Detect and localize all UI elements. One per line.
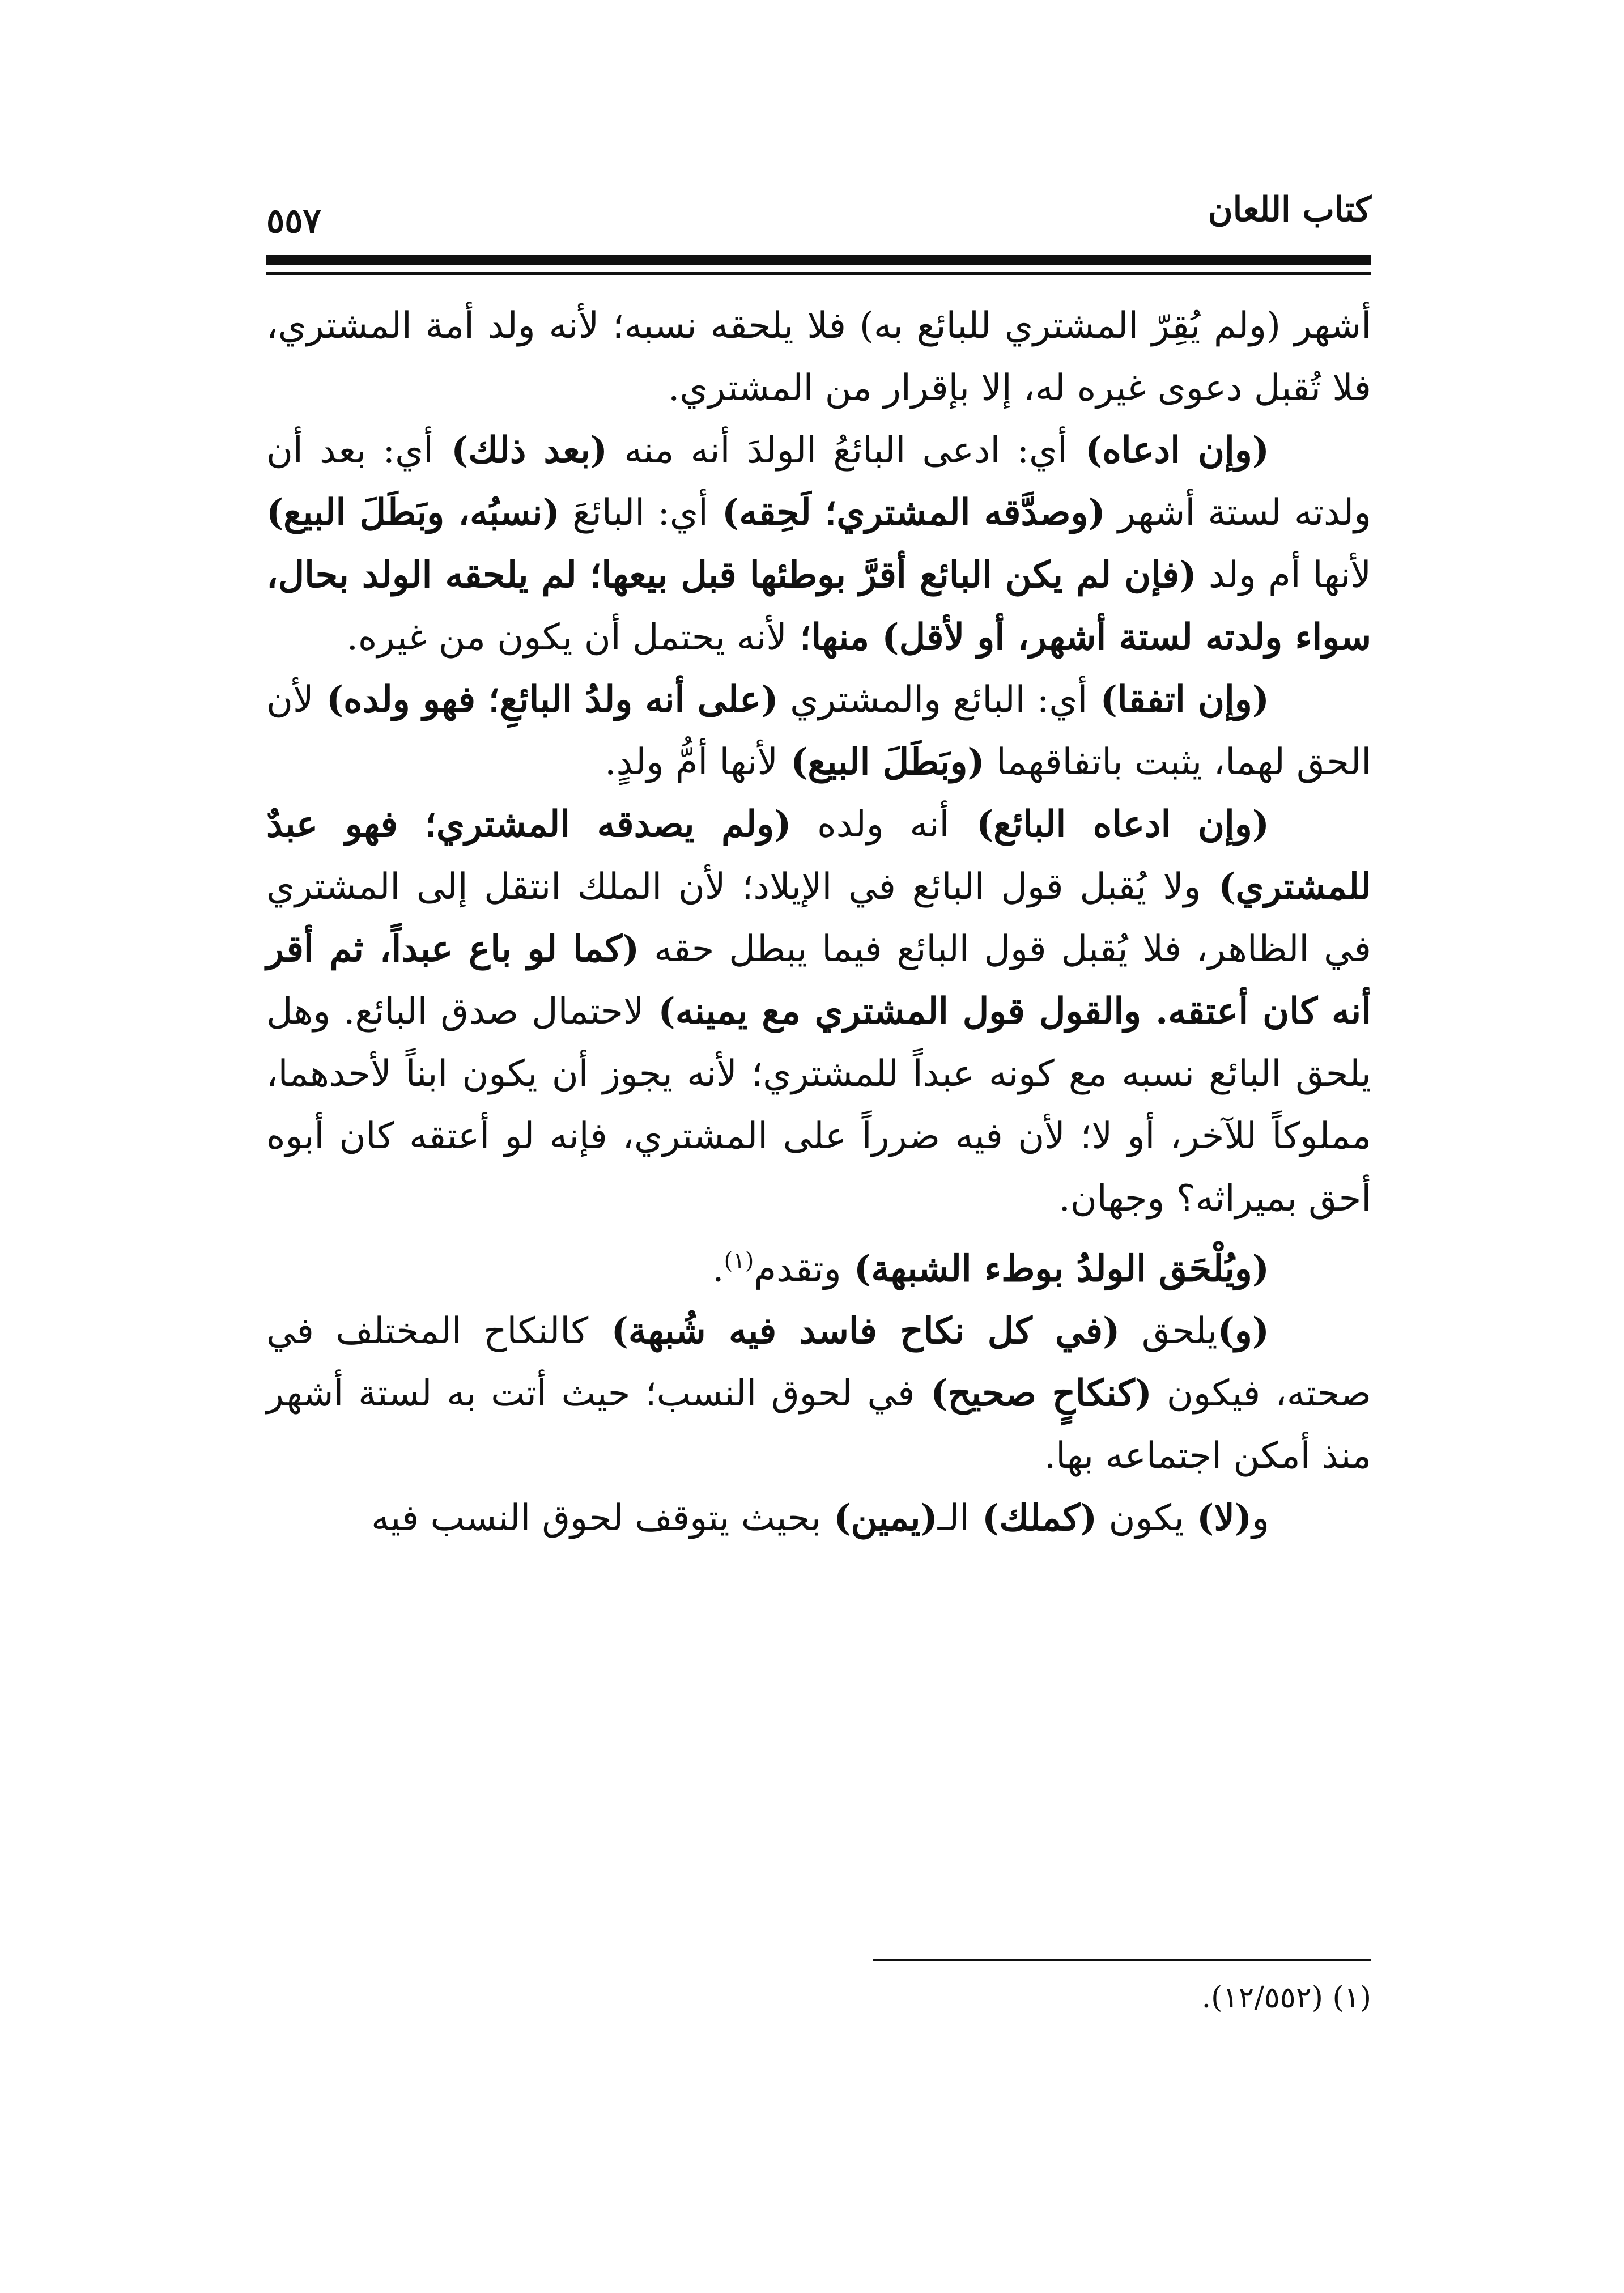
paragraph <box>266 1487 1371 1549</box>
paragraph <box>266 295 1371 419</box>
text-segment: أي: البائع والمشتري <box>778 679 1088 721</box>
text-segment: (كنكاحٍ صحيح) <box>915 1372 1152 1415</box>
text-segment: (كما لو باع عبداً، ثم أقر أنه كان أعتقه. والقول قول المشتري مع يمينه) <box>266 928 1372 1033</box>
paragraph <box>266 419 1371 669</box>
text-segment: لاحتمال صدق البائع. وهل يلحق البائع نسبه مع كونه عبداً للمشتري؛ لأنه يجوز أن يكون ابناً لأحدهما، مملوكاً للآخر، أو لا؛ لأن فيه ضرراً على المشتري، فإنه لو أعتقه كان أبوه أحق بميراثه؟ وجهان. <box>266 991 1372 1220</box>
body-text <box>266 295 1371 1549</box>
text-segment: . <box>712 1248 724 1290</box>
text-segment: (و) <box>1217 1310 1270 1353</box>
text-segment: أي: ادعى البائعُ الولدَ أنه منه <box>607 430 1068 472</box>
text-segment: (فإن لم يكن البائع أقرَّ بوطئها قبل بيعها؛ لم يلحقه الولد بحال، سواء ولدته لستة أشهر، أو لأقل) منها؛ <box>266 554 1371 659</box>
page-number: ٥٥٧ <box>266 201 321 241</box>
text-segment: أي: بعد أن ولدته لستة أشهر <box>266 430 1372 534</box>
text-segment: (كملك) <box>969 1497 1098 1540</box>
paragraph <box>266 669 1371 793</box>
text-segment: لأنها أمُّ ولدٍ. <box>605 741 778 783</box>
paragraph <box>266 793 1371 1230</box>
text-segment: ولا يُقبل قول البائع في الإيلاد؛ لأن الملك انتقل إلى المشتري في الظاهر، فلا يُقبل قول البائع فيما يبطل حقه <box>266 866 1372 970</box>
text-segment: (ولم يصدقه المشتري؛ فهو عبدٌ للمشتري) <box>266 803 1372 908</box>
text-segment: (وإن ادعاه البائع) <box>949 803 1270 846</box>
header-rule-thick <box>266 255 1371 265</box>
text-segment: و <box>1252 1497 1269 1540</box>
text-segment: (على أنه ولدُ البائعِ؛ فهو ولده) <box>313 678 779 721</box>
text-segment: (بعد ذلك) <box>433 429 608 472</box>
text-segment: (لا) <box>1184 1497 1252 1540</box>
footnote-rule <box>873 1959 1371 1961</box>
text-segment: (وإن ادعاه) <box>1067 429 1270 472</box>
text-segment: (في كل نكاح فاسد فيه شُبهة) <box>588 1310 1120 1353</box>
text-segment: (نسبُه، وبَطَلَ البيع) <box>266 491 560 534</box>
text-segment: أي: البائعَ <box>559 492 708 534</box>
header-rule-thin <box>266 272 1371 275</box>
footnote: (١) (١٢/٥٥٢). <box>1201 1981 1371 2015</box>
text-segment: (يمين) <box>821 1497 938 1540</box>
running-title: كتاب اللعان <box>1208 190 1371 230</box>
page-header <box>266 187 1371 255</box>
text-segment: لأن الحق لهما، يثبت باتفاقهما <box>266 679 1371 783</box>
text-segment: (وصدَّقه المشتري؛ لَحِقه) <box>708 491 1106 534</box>
text-segment: (ويُلْحَق الولدُ بوطء الشبهة) <box>841 1247 1269 1290</box>
text-segment: لأنه يحتمل أن يكون من غيره. <box>346 617 787 659</box>
text-segment: في لحوق النسب؛ حيث أتت به لستة أشهر منذ أمكن اجتماعه بها. <box>266 1373 1371 1477</box>
text-segment: كالنكاح المختلف في صحته، فيكون <box>266 1310 1372 1415</box>
footnote-ref: (١) <box>724 1248 754 1274</box>
paragraph <box>266 1300 1371 1487</box>
paragraph <box>266 1230 1371 1300</box>
text-segment: (وبَطَلَ البيع) <box>777 741 985 783</box>
text-segment: أشهر (ولم يُقِرّ المشتري للبائع به) فلا يلحقه نسبه؛ لأنه ولد أمة المشتري، فلا تُقبل دعوى غيره له، إلا بإقرار من المشتري. <box>266 305 1372 409</box>
text-segment: الـ <box>937 1497 970 1540</box>
text-segment: (وإن اتفقا) <box>1087 678 1270 721</box>
text-segment: وتقدم <box>754 1248 841 1290</box>
text-segment: يلحق <box>1120 1310 1218 1353</box>
text-segment: أنه ولده <box>791 804 950 846</box>
text-segment: لأنها أم ولد <box>1196 554 1372 596</box>
text-segment: يكون <box>1097 1497 1184 1540</box>
text-segment: بحيث يتوقف لحوق النسب فيه <box>371 1497 822 1540</box>
